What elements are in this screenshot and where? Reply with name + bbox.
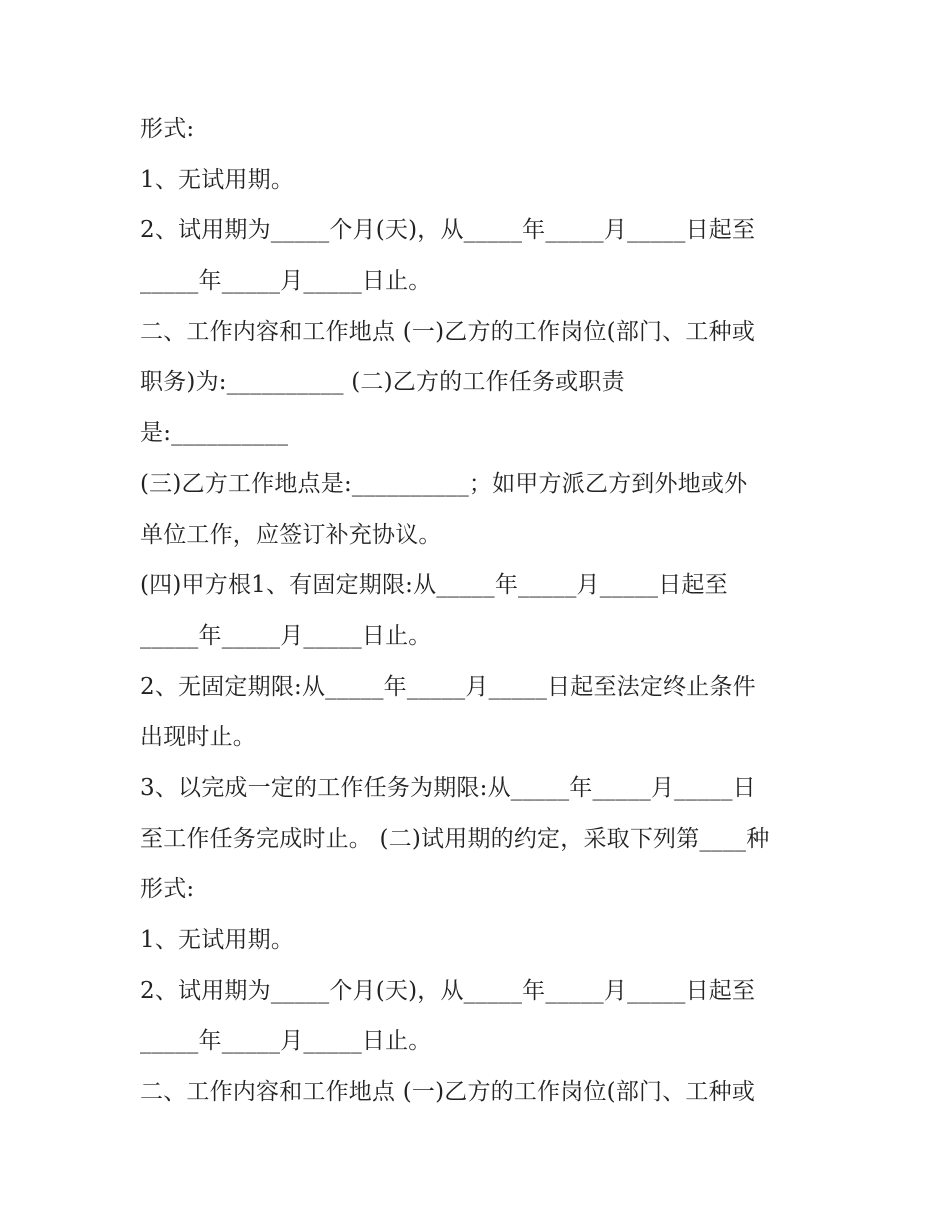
- text-line: _____年_____月_____日止。: [140, 622, 432, 649]
- text-line: (四)甲方根1、有固定期限:从_____年_____月_____日起至: [140, 572, 728, 599]
- text-line: 2、无固定期限:从_____年_____月_____日起至法定终止条件: [140, 673, 756, 700]
- text-line: 至工作任务完成时止。 (二)试用期的约定，采取下列第____种: [140, 825, 770, 852]
- text-line: 二、工作内容和工作地点 (一)乙方的工作岗位(部门、工种或: [140, 318, 756, 345]
- document-body: [140, 104, 830, 1118]
- text-line: (三)乙方工作地点是:__________；如甲方派乙方到外地或外: [140, 470, 748, 497]
- text-line: 出现时止。: [140, 724, 256, 751]
- text-line: _____年_____月_____日止。: [140, 268, 432, 295]
- text-line: 二、工作内容和工作地点 (一)乙方的工作岗位(部门、工种或: [140, 1079, 756, 1106]
- text-line: _____年_____月_____日止。: [140, 1028, 432, 1055]
- text-line: 职务)为:__________ (二)乙方的工作任务或职责: [140, 369, 625, 396]
- text-line: 单位工作，应签订补充协议。: [140, 521, 442, 548]
- text-line: 形式:: [140, 876, 195, 903]
- text-line: 是:__________: [140, 420, 289, 447]
- text-line: 形式:: [140, 116, 195, 142]
- text-line: 1、无试用期。: [140, 166, 295, 193]
- text-line: 3、以完成一定的工作任务为期限:从_____年_____月_____日: [140, 774, 756, 801]
- text-line: 2、试用期为_____个月(天)，从_____年_____月_____日起至: [140, 977, 756, 1004]
- text-line: 2、试用期为_____个月(天)，从_____年_____月_____日起至: [140, 217, 756, 244]
- text-line: 1、无试用期。: [140, 927, 295, 953]
